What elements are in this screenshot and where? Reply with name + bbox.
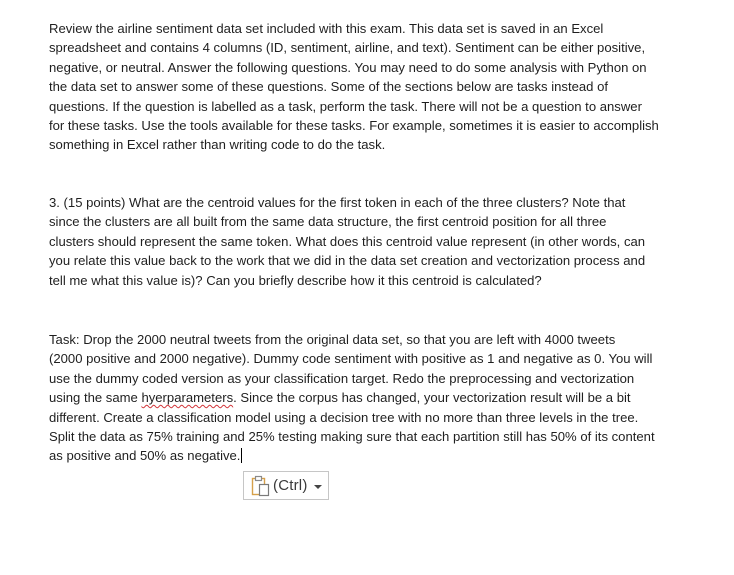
task-paragraph[interactable] [49, 330, 674, 466]
chevron-down-icon [314, 485, 322, 489]
question-3-paragraph: 3. (15 points) What are the centroid values for the first token in each of the three clusters? Note that since the clusters are all built from the same data structure, the first centroid position for all three clusters should represent the same token. What does this centroid value represent (in other words, can you relate this value back to the work that we did in the data set creation and vectorization process and tell me what this value is)? Can you briefly describe how it this centroid is calculated? [49, 195, 646, 288]
intro-paragraph: Review the airline sentiment data set included with this exam. This data set is saved in an Excel spreadsheet and contains 4 columns (ID, sentiment, airline, and text). Sentiment can be either positive, negative, or neutral. Answer the following questions. You may need to do some analysis with Python on the data set to answer some of these questions. Some of the sections below are tasks instead of questions. If the question is labelled as a task, perform the task. There will not be a question to answer for these tasks. Use the tools available for these tasks. For example, sometimes it is easier to accomplish something in Excel rather than writing code to do the task. [49, 21, 659, 153]
task-text-before: Task: Drop the 2000 neutral tweets from the original data set, so that you are left with 4000 tweets (2000 positive and 2000 negative). Dummy code sentiment with positive as 1 and negative as 0. You will use the dummy coded version as your classification target. Redo the preprocessing and vectorization using the same [49, 332, 653, 406]
clipboard-paste-icon [251, 475, 271, 497]
text-cursor [241, 448, 242, 463]
task-text-after: . Since the corpus has changed, your vectorization result will be a bit different. Create a classification model using a decision tree with no more than three levels in the tree. Split the data as 75% training and 25% testing making sure that each partition still has 50% of its content as positive and 50% as negative. [49, 390, 655, 464]
paste-options-button[interactable] [243, 471, 329, 500]
paste-options-label: (Ctrl) [273, 477, 308, 494]
misspelled-word[interactable]: hyerparameters [141, 390, 234, 406]
